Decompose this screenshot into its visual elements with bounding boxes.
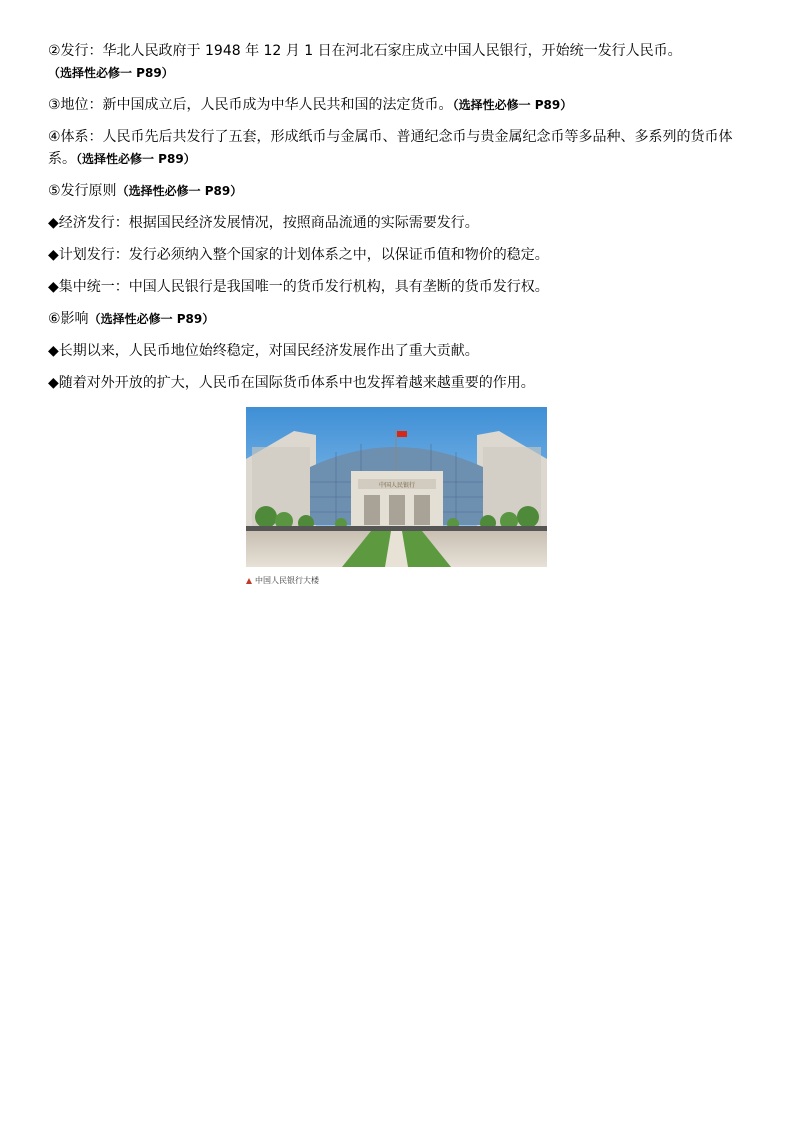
textbook-reference: （选择性必修一 P89） [452,98,573,112]
caption-text: 中国人民银行大楼 [255,576,319,585]
pboc-building-photo [246,407,547,567]
bullet-centralized-issuance [48,276,758,298]
paragraph-text: ◆计划发行：发行必须纳入整个国家的计划体系之中，以保证币值和物价的稳定。 [48,247,549,263]
paragraph-text: ②发行：华北人民政府于 1948 年 12 月 1 日在河北石家庄成立中国人民银行，开始统一发行人民币。 [48,43,682,59]
textbook-reference: （选择性必修一 P89） [88,312,215,326]
paragraph-text: ◆经济发行：根据国民经济发展情况，按照商品流通的实际需要发行。 [48,215,479,231]
bullet-planned-issuance [48,244,758,266]
paragraph-text: ◆随着对外开放的扩大，人民币在国际货币体系中也发挥着越来越重要的作用。 [48,375,535,391]
textbook-reference: （选择性必修一 P89） [76,152,196,166]
paragraph-text: ③地位：新中国成立后，人民币成为中华人民共和国的法定货币。 [48,97,453,113]
paragraph-text: ④体系：人民币先后共发行了五套，形成纸币与金属币、普通纪念币与贵金属纪念币等多品种、多系列的货币体系。 [48,129,733,167]
textbook-reference: （选择性必修一 P89） [116,184,243,198]
paragraph-status [48,94,758,116]
document-body [48,40,758,404]
textbook-reference: （选择性必修一 P89） [48,66,174,80]
figure [246,407,547,586]
bullet-stability [48,340,758,362]
bullet-economic-issuance [48,212,758,234]
paragraph-system [48,126,758,170]
paragraph-text: ⑤发行原则 [48,183,117,199]
building-sign: 中国人民银行 [378,482,416,489]
paragraph-issuance [48,40,758,84]
heading-influence [48,308,758,330]
paragraph-text: ◆长期以来，人民币地位始终稳定，对国民经济发展作出了重大贡献。 [48,343,479,359]
bullet-international-role [48,372,758,394]
paragraph-text: ◆集中统一：中国人民银行是我国唯一的货币发行机构，具有垄断的货币发行权。 [48,279,549,295]
heading-issuance-principles [48,180,758,202]
paragraph-text: ⑥影响 [48,311,89,327]
figure-caption [246,575,547,586]
triangle-marker-icon [246,578,252,584]
